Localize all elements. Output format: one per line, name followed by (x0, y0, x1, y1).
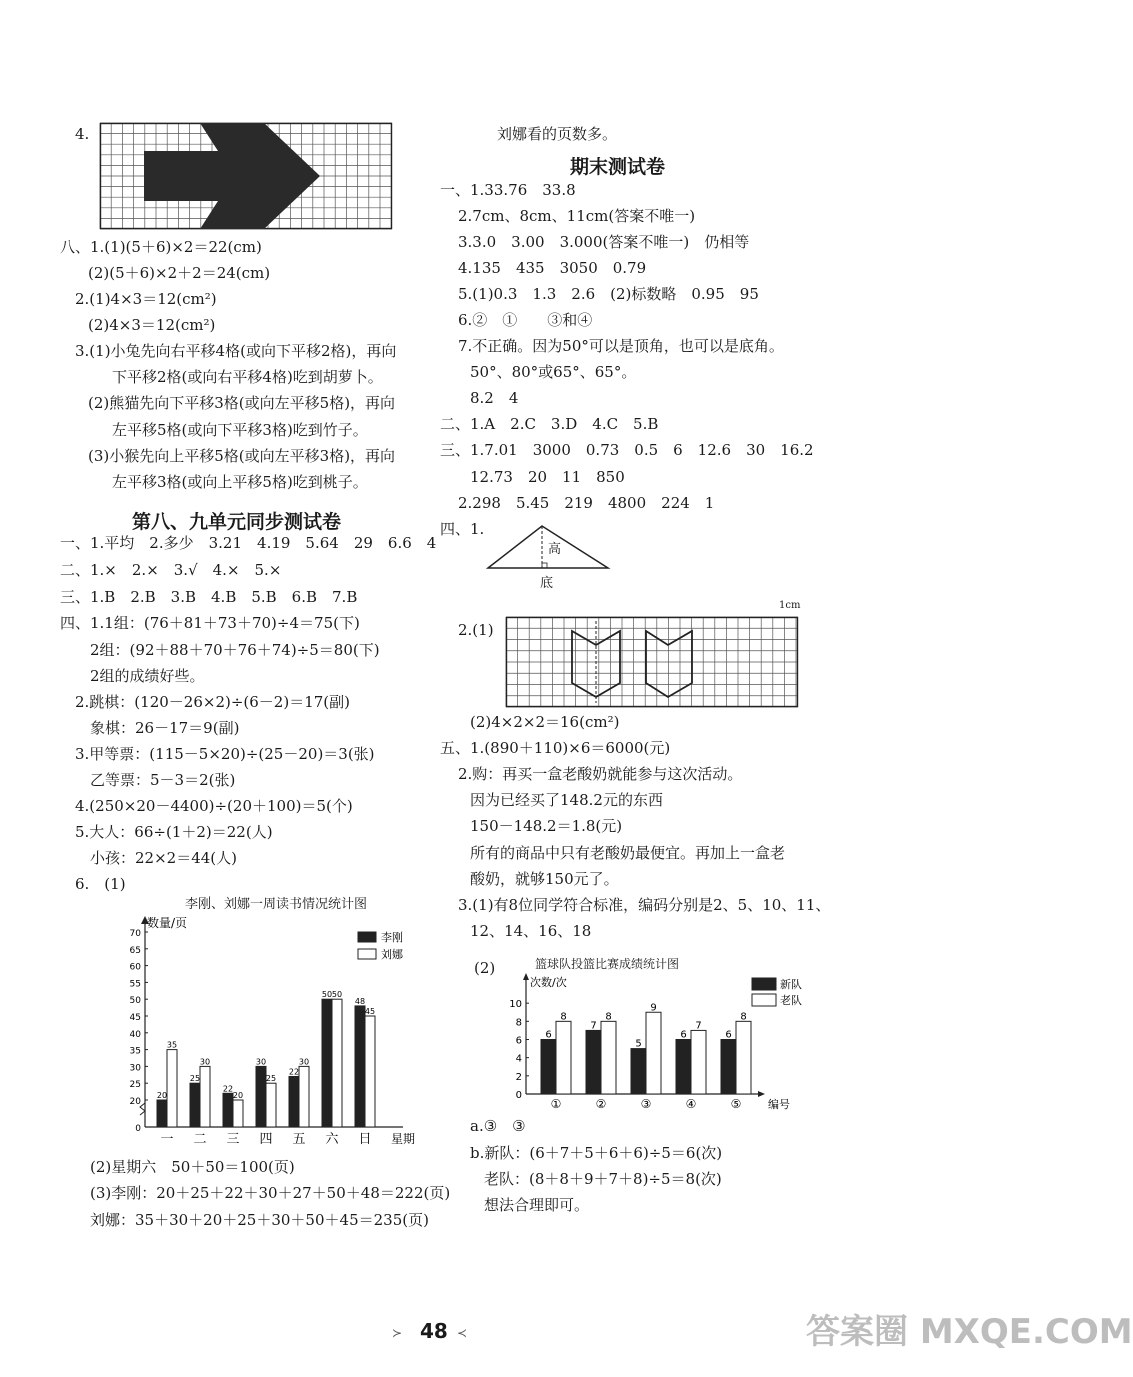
bar-liuna (167, 1050, 177, 1127)
chart2-title: 篮球队投篮比赛成绩统计图 (535, 957, 680, 971)
answer-line: 想法合理即可。 (484, 1196, 590, 1214)
bar-ligang (223, 1093, 233, 1127)
question-2-1-label: 2.(1) (458, 621, 494, 639)
y-tick-label: 30 (129, 1063, 141, 1074)
answer-line: 5.(1)0.3 1.3 2.6 (2)标数略 0.95 95 (458, 285, 759, 303)
answer-line: 刘娜：35＋30＋20＋25＋30＋50＋45＝235(页) (90, 1211, 429, 1229)
bar-new-team (676, 1040, 691, 1095)
x-axis-label: 星期 (391, 1132, 416, 1146)
data-label: 50 (321, 990, 333, 1000)
answer-line: (2)(5＋6)×2＋2＝24(cm) (88, 264, 271, 282)
bar-old-team (691, 1030, 706, 1094)
answer-line: 3.甲等票：(115－5×20)÷(25－20)＝3(张) (75, 745, 375, 763)
answer-line: 二、1.A 2.C 3.D 4.C 5.B (440, 415, 659, 433)
x-tick-label: ① (550, 1097, 562, 1111)
y-tick-label: 45 (129, 1013, 141, 1023)
y-tick-label: 70 (129, 929, 141, 939)
legend-swatch (752, 994, 776, 1006)
bar-old-team (601, 1021, 616, 1094)
answer-line: 下平移2格(或向右平移4格)吃到胡萝卜。 (112, 368, 383, 386)
y-tick-label: 0 (135, 1124, 141, 1134)
answer-line: a.③ ③ (470, 1117, 526, 1135)
answer-line: 酸奶，就够150元了。 (470, 870, 619, 888)
answer-line: 2组的成绩好些。 (90, 667, 205, 685)
answer-line: (2)4×2×2＝16(cm²) (470, 713, 620, 731)
data-label: 7 (590, 1020, 597, 1032)
answer-line: 2组：(92＋88＋70＋76＋74)÷5＝80(下) (90, 641, 380, 659)
bar-old-team (736, 1021, 751, 1094)
answer-line: 所有的商品中只有老酸奶最便宜。再加上一盒老 (470, 844, 786, 862)
y-axis-label: 数量/页 (147, 916, 188, 930)
answer-line: 4.(250×20－4400)÷(20＋100)＝5(个) (75, 797, 353, 815)
data-label: 25 (189, 1074, 201, 1084)
data-label: 8 (740, 1011, 747, 1023)
answer-line: 6. (1) (75, 875, 126, 893)
x-axis-label: 编号 (768, 1098, 790, 1111)
y-tick-label: 2 (515, 1071, 522, 1083)
legend-label: 李刚 (381, 931, 403, 944)
legend-swatch (752, 978, 776, 990)
answer-line: 八、1.(1)(5＋6)×2＝22(cm) (60, 238, 262, 256)
data-label: 30 (199, 1057, 211, 1067)
data-label: 7 (695, 1020, 702, 1032)
answer-line: (2)熊猫先向下平移3格(或向左平移5格)，再向 (88, 394, 396, 412)
section-title-final-test: 期末测试卷 (570, 156, 666, 178)
x-axis-arrow (758, 1091, 765, 1097)
data-label: 8 (560, 1011, 567, 1023)
triangle-base-label: 底 (540, 576, 554, 591)
x-tick-label: 五 (292, 1132, 306, 1147)
legend-label: 刘娜 (381, 948, 403, 961)
answer-line: 150－148.2＝1.8(元) (470, 817, 623, 835)
y-tick-label: 4 (515, 1053, 522, 1065)
answer-line: 五、1.(890＋110)×6＝6000(元) (440, 739, 671, 757)
answer-line: (2) (474, 959, 496, 977)
legend-swatch (358, 932, 376, 942)
answer-line: 4.135 435 3050 0.79 (458, 259, 647, 277)
data-label: 45 (364, 1007, 376, 1016)
answer-line: 左平移3格(或向上平移5格)吃到桃子。 (112, 473, 368, 491)
answer-line: 6.② ① ③和④ (458, 311, 593, 329)
y-tick-label: 20 (129, 1097, 141, 1107)
answer-line: 3.(1)小兔先向右平移4格(或向下平移2格)，再向 (75, 342, 397, 360)
y-tick-label: 25 (129, 1080, 141, 1091)
legend-label: 老队 (780, 994, 802, 1007)
page-number: 48 (420, 1319, 448, 1343)
data-label: 22 (222, 1084, 234, 1094)
x-tick-label: 二 (193, 1132, 207, 1147)
triangle-height-label: 高 (548, 542, 562, 557)
bar-new-team (631, 1049, 646, 1094)
y-axis-label: 次数/次 (530, 976, 567, 989)
answer-line: 象棋：26－17＝9(副) (90, 719, 240, 737)
answer-line: 二、1.× 2.× 3.√ 4.× 5.× (60, 561, 282, 579)
y-tick-label: 0 (515, 1090, 522, 1101)
data-label: 6 (725, 1029, 732, 1041)
x-tick-label: ② (595, 1097, 607, 1111)
bar-liuna (200, 1066, 210, 1127)
basketball-bar-chart (500, 970, 800, 1110)
answer-line: 一、1.33.76 33.8 (440, 181, 576, 199)
bar-old-team (556, 1021, 571, 1094)
bar-new-team (586, 1030, 601, 1094)
bar-ligang (190, 1083, 200, 1127)
x-tick-label: 三 (226, 1132, 240, 1147)
data-label: 6 (545, 1029, 552, 1041)
answer-line: 3.3.0 3.00 3.000(答案不唯一) 仍相等 (458, 233, 750, 251)
answer-line: 三、1.B 2.B 3.B 4.B 5.B 6.B 7.B (60, 588, 358, 606)
x-tick-label: 日 (358, 1132, 372, 1147)
watermark-logo: 答案圈 MXQE.COM (806, 1312, 1133, 1352)
section-title-unit-8-9: 第八、九单元同步测试卷 (132, 511, 342, 533)
data-label: 5 (635, 1038, 642, 1050)
answer-line: 一、1.平均 2.多少 3.21 4.19 5.64 29 6.6 4 (60, 534, 437, 552)
arrow-shape (144, 123, 320, 229)
data-label: 50 (331, 990, 343, 1000)
answer-line: b.新队：(6＋7＋5＋6＋6)÷5＝6(次) (470, 1144, 723, 1162)
x-tick-label: ③ (640, 1097, 652, 1111)
question-4-label: 4. (75, 125, 90, 143)
answer-line: 三、1.7.01 3000 0.73 0.5 6 12.6 30 16.2 (440, 441, 814, 459)
bar-new-team (721, 1040, 736, 1095)
answer-line: 2.298 5.45 219 4800 224 1 (458, 494, 715, 512)
answer-line: 3.(1)有8位同学符合标准，编码分别是2、5、10、11、 (458, 896, 831, 914)
bar-liuna (332, 999, 342, 1127)
bar-old-team (646, 1012, 661, 1094)
answer-line: 乙等票：5－3＝2(张) (90, 771, 236, 789)
data-label: 9 (650, 1002, 657, 1014)
data-label: 20 (232, 1091, 244, 1100)
data-label: 6 (680, 1029, 687, 1041)
answer-line: 2.7cm、8cm、11cm(答案不唯一) (458, 207, 696, 225)
x-tick-label: ⑤ (730, 1097, 742, 1111)
answer-line: 老队：(8＋8＋9＋7＋8)÷5＝8(次) (484, 1170, 722, 1188)
bar-liuna (233, 1100, 243, 1127)
answer-line: 12、14、16、18 (470, 922, 592, 940)
y-tick-label: 8 (515, 1017, 522, 1029)
y-tick-label: 65 (129, 945, 141, 956)
legend-swatch (358, 949, 376, 959)
page-ornament-left: ≻ (392, 1326, 403, 1340)
chart1-title: 李刚、刘娜一周读书情况统计图 (185, 897, 368, 912)
data-label: 30 (298, 1057, 310, 1067)
data-label: 48 (354, 996, 366, 1006)
data-label: 20 (156, 1091, 168, 1100)
bar-liuna (266, 1083, 276, 1127)
data-label: 22 (288, 1067, 300, 1077)
page-ornament-right: ≺ (457, 1326, 468, 1340)
y-tick-label: 40 (129, 1029, 141, 1040)
data-label: 25 (265, 1074, 277, 1084)
answer-line: 四、1. (440, 520, 485, 538)
answer-line: (2)星期六 50＋50＝100(页) (90, 1158, 295, 1176)
answer-line: 小孩：22×2＝44(人) (90, 849, 237, 867)
y-tick-label: 55 (129, 979, 141, 990)
bar-ligang (157, 1100, 167, 1127)
data-label: 8 (605, 1011, 612, 1023)
answer-line: 5.大人：66÷(1＋2)＝22(人) (75, 823, 273, 841)
answer-line: 2.购：再买一盒老酸奶就能参与这次活动。 (458, 765, 743, 783)
x-tick-label: ④ (685, 1097, 697, 1111)
y-tick-label: 6 (515, 1035, 522, 1047)
answer-line: 12.73 20 11 850 (470, 468, 625, 486)
bar-new-team (541, 1040, 556, 1095)
y-axis-arrow (523, 973, 529, 980)
answer-line: (2)4×3＝12(cm²) (88, 316, 216, 334)
answer-line: 2.跳棋：(120－26×2)÷(6－2)＝17(副) (75, 693, 350, 711)
bar-liuna (299, 1066, 309, 1127)
arrow-grid-figure (100, 123, 392, 229)
answer-line: 因为已经买了148.2元的东西 (470, 791, 663, 809)
answer-line: (3)小猴先向上平移5格(或向左平移3格)，再向 (88, 447, 396, 465)
shape-grid-figure (506, 617, 802, 707)
bar-liuna (365, 1016, 375, 1127)
answer-line: 四、1.1组：(76＋81＋73＋70)÷4＝75(下) (60, 614, 360, 632)
y-tick-label: 50 (129, 996, 141, 1007)
answer-line: (3)李刚：20＋25＋22＋30＋27＋50＋48＝222(页) (90, 1184, 451, 1202)
x-tick-label: 四 (259, 1132, 273, 1147)
y-tick-label: 10 (509, 999, 522, 1011)
reading-bar-chart (115, 912, 450, 1152)
y-tick-label: 35 (129, 1046, 141, 1057)
bar-ligang (322, 999, 332, 1127)
answer-line: 8.2 4 (470, 389, 519, 407)
answer-line: 7.不正确。因为50°可以是顶角，也可以是底角。 (458, 337, 784, 355)
x-tick-label: 六 (325, 1132, 339, 1147)
x-tick-label: 一 (160, 1132, 174, 1147)
answer-line: 50°、80°或65°、65°。 (470, 363, 637, 381)
y-tick-label: 60 (129, 962, 141, 973)
unit-label: 1cm (779, 600, 801, 611)
answer-line: 左平移5格(或向下平移3格)吃到竹子。 (112, 421, 368, 439)
bar-ligang (256, 1066, 266, 1127)
right-top-line: 刘娜看的页数多。 (497, 125, 618, 143)
bar-ligang (289, 1076, 299, 1127)
legend-label: 新队 (780, 978, 802, 991)
data-label: 35 (166, 1040, 178, 1050)
answer-line: 2.(1)4×3＝12(cm²) (75, 290, 217, 308)
bar-ligang (355, 1006, 365, 1127)
data-label: 30 (255, 1057, 267, 1067)
